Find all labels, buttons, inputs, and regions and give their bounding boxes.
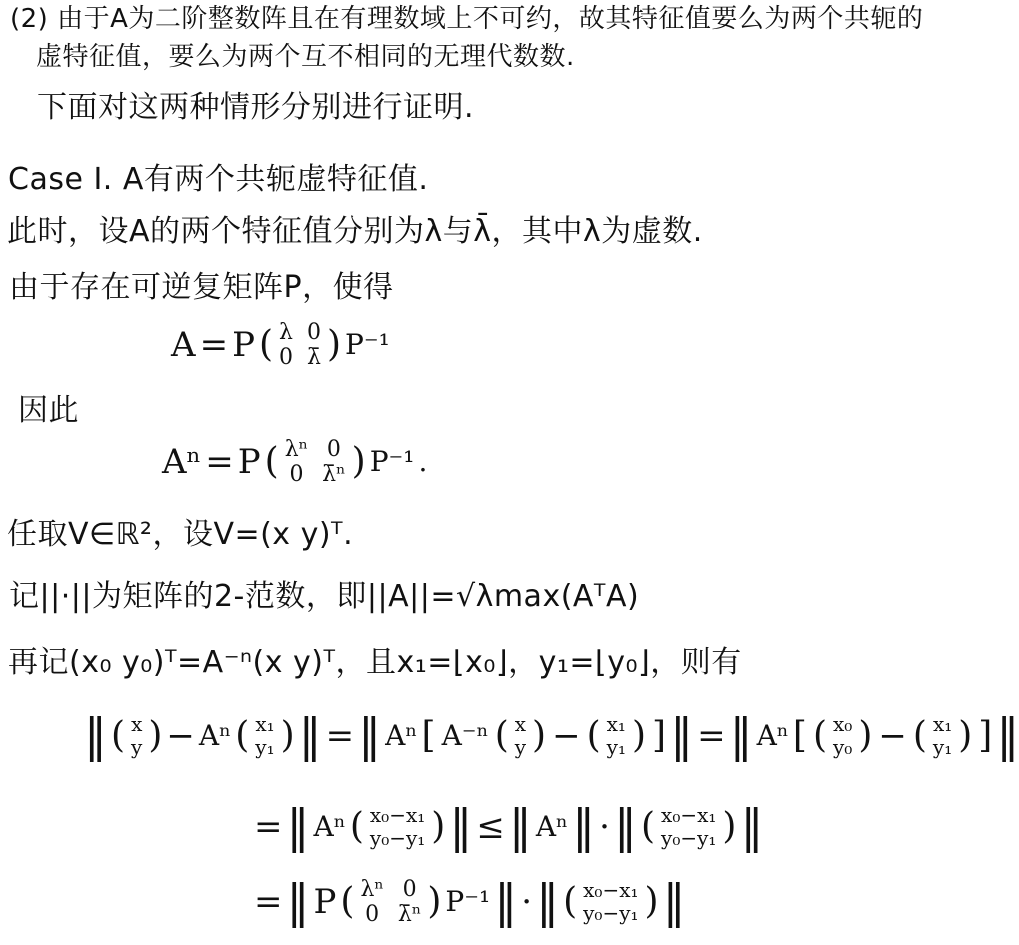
eq3-an2: Aⁿ — [385, 719, 418, 752]
line-12: 再记(x₀ y₀)ᵀ=A⁻ⁿ(x y)ᵀ，且x₁=⌊x₀⌋，y₁=⌊y₀⌋，则有 — [8, 645, 742, 680]
line-6: 由于存在可逆复矩阵P，使得 — [9, 270, 394, 305]
line-1: (2) 由于A为二阶整数阵且在有理数域上不可约，故其特征值要么为两个共轭的 — [10, 4, 924, 34]
equation-norm-difference: ‖ ( x y ) − Aⁿ ( x₁ y₁ ) ‖ = ‖ Aⁿ [ A⁻ⁿ ( x y ) − ( x₁ y₁ ) ] ‖ = ‖ Aⁿ [ ( x₀ y₀ ) − ( x₁ y₁ ) ] ‖ — [84, 708, 1019, 762]
eq4-an2: Aⁿ — [535, 810, 569, 843]
eq5-equals: = — [254, 882, 283, 923]
eq1-m21: 0 — [279, 345, 293, 371]
eq5-m22: λ̄ⁿ — [397, 902, 422, 928]
eq2-pinv: P⁻¹ — [369, 445, 415, 479]
eq3-minus: − — [166, 716, 195, 756]
eq4-dot: · — [599, 807, 610, 847]
eq2-p: P — [237, 442, 261, 483]
eq1-left-paren: ( — [258, 324, 273, 366]
eq3-x: x — [514, 712, 527, 736]
eq3-an: Aⁿ — [198, 719, 232, 752]
eq3-y1b: y₁ — [606, 735, 626, 759]
eq2-diagonal-matrix — [285, 438, 346, 486]
eq5-v2: y₀−y₁ — [583, 901, 639, 926]
line-11: 记||·||为矩阵的2-范数，即||A||=√λmax(AᵀA) — [9, 579, 640, 614]
eq3-y1: y₁ — [255, 735, 275, 759]
eq5-m11: λⁿ — [360, 877, 384, 902]
eq5-m12: 0 — [402, 877, 417, 902]
eq3-y: y — [514, 735, 527, 759]
eq4-equals: = — [254, 807, 283, 847]
eq2-m21: 0 — [289, 462, 304, 488]
equation-a-power — [162, 438, 427, 486]
eq4-v3: x₀−x₁ — [661, 803, 717, 827]
eq2-left-paren: ( — [264, 441, 279, 483]
equation-a-diagonalization — [171, 321, 390, 369]
eq4-v1: x₀−x₁ — [369, 803, 426, 827]
eq2-equals: = — [205, 442, 234, 483]
eq2-end: . — [418, 445, 428, 479]
line-8: 因此 — [18, 393, 79, 428]
eq1-diagonal-matrix — [279, 321, 321, 369]
eq5-p: P — [313, 882, 337, 923]
eq5-dot: · — [521, 882, 533, 923]
eq5-pinv: P⁻¹ — [445, 885, 491, 919]
eq3-x0: x₀ — [833, 712, 853, 736]
eq4-an: Aⁿ — [313, 810, 346, 843]
eq2-lhs: Aⁿ — [162, 442, 202, 483]
eq1-p: P — [232, 325, 255, 366]
eq1-right-paren: ) — [327, 324, 342, 366]
line-3: 下面对这两种情形分别进行证明. — [37, 90, 475, 125]
eq3-x1c: x₁ — [932, 712, 953, 736]
eq3-y0: y₀ — [833, 735, 853, 759]
eq5-v1: x₀−x₁ — [583, 878, 639, 903]
eq1-m11: λ — [279, 320, 293, 345]
eq2-m22: λ̄ⁿ — [322, 462, 346, 488]
eq1-matrix — [259, 321, 341, 369]
line-4: Case I. A有两个共轭虚特征值. — [8, 162, 429, 197]
eq1-pinv: P⁻¹ — [345, 328, 390, 362]
eq3-aminus: A⁻ⁿ — [441, 719, 489, 752]
eq3-equals-2: = — [697, 716, 726, 756]
eq5-m21: 0 — [365, 902, 380, 928]
eq2-right-paren: ) — [351, 441, 366, 483]
eq1-m12: 0 — [307, 320, 321, 345]
line-2: 虚特征值，要么为两个互不相同的无理代数数. — [36, 42, 575, 72]
eq3-x1: x₁ — [255, 712, 275, 736]
eq1-lhs: A — [171, 325, 196, 366]
line-5: 此时，设A的两个特征值分别为λ与λ̄，其中λ为虚数. — [7, 214, 703, 249]
eq3-y1c: y₁ — [932, 735, 953, 759]
eq3-an3: Aⁿ — [756, 719, 789, 752]
eq4-le: ≤ — [476, 807, 505, 847]
eq1-m22: λ̄ — [307, 345, 321, 371]
equation-norm-inequality: = ‖ Aⁿ ( x₀−x₁ y₀−y₁ ) ‖ ≤ ‖ Aⁿ ‖ · ‖ ( x₀−x₁ y₀−y₁ ) ‖ — [254, 799, 764, 853]
eq3-b-left: y — [131, 735, 143, 759]
eq5-matrix — [360, 878, 421, 926]
eq2-m11: λⁿ — [284, 437, 309, 462]
eq4-v4: y₀−y₁ — [661, 826, 717, 850]
eq1-equals: = — [199, 325, 229, 366]
equation-diagonal-norm: = ‖ P ( λⁿ 0 0 λ̄ⁿ ) P⁻¹ ‖ · ‖ ( x₀−x₁ y₀−y₁ ) ‖ — [254, 874, 686, 929]
eq3-equals-1: = — [325, 716, 355, 756]
eq2-matrix — [265, 438, 366, 486]
eq3-x1b: x₁ — [606, 712, 626, 736]
line-10: 任取V∈ℝ²，设V=(x y)ᵀ. — [7, 517, 354, 552]
eq3-a-left: x — [131, 712, 143, 736]
eq2-m12: 0 — [326, 437, 341, 462]
eq4-v2: y₀−y₁ — [369, 826, 426, 850]
